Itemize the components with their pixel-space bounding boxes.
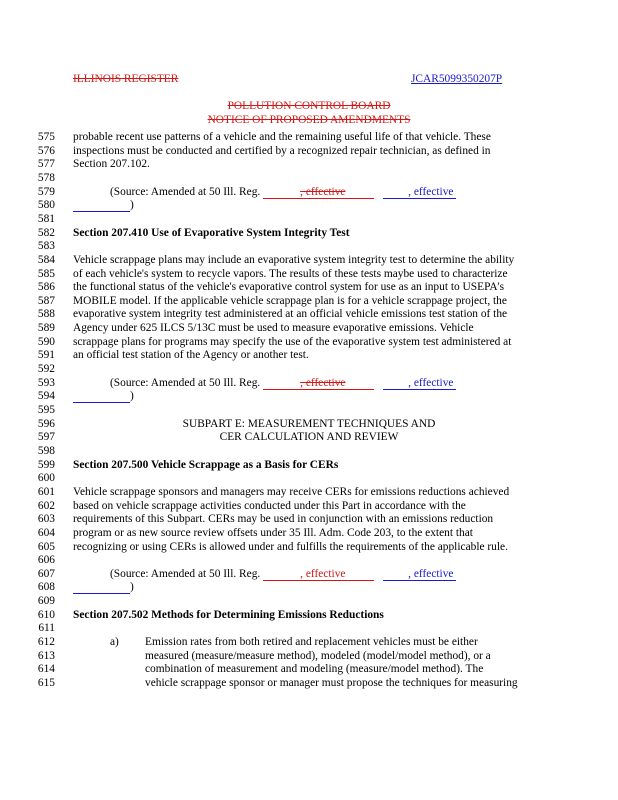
line-number: 612 bbox=[37, 636, 55, 649]
line-588 bbox=[0, 307, 618, 321]
line-603 bbox=[0, 512, 618, 526]
source-note: (Source: Amended at 50 Ill. Reg. , effective , effective bbox=[110, 567, 456, 581]
line-number: 581 bbox=[37, 212, 55, 225]
line-605 bbox=[0, 540, 618, 554]
line-585 bbox=[0, 267, 618, 281]
line-number: 607 bbox=[37, 567, 55, 580]
line-number: 582 bbox=[37, 226, 55, 239]
paragraph-text: based on vehicle scrappage activities conducted under this Part in accordance with the bbox=[73, 499, 466, 512]
line-number: 597 bbox=[37, 431, 55, 444]
paragraph-text: Vehicle scrappage plans may include an evaporative system integrity test to determine the ability bbox=[73, 253, 515, 266]
line-number: 604 bbox=[37, 526, 55, 539]
line-599 bbox=[0, 458, 618, 472]
list-item-text: measured (measure/measure method), modeled (model/model method), or a bbox=[145, 649, 491, 662]
line-595 bbox=[0, 403, 618, 417]
line-number: 590 bbox=[37, 335, 55, 348]
line-number: 577 bbox=[37, 158, 55, 171]
line-number: 603 bbox=[37, 513, 55, 526]
line-number: 608 bbox=[37, 581, 55, 594]
line-580 bbox=[0, 198, 618, 212]
line-number: 586 bbox=[37, 281, 55, 294]
line-number: 600 bbox=[37, 472, 55, 485]
line-608 bbox=[0, 580, 618, 594]
paragraph-text: evaporative system integrity test administered at an official vehicle emissions test station of the bbox=[73, 308, 508, 321]
line-number: 593 bbox=[37, 376, 55, 389]
line-589 bbox=[0, 321, 618, 335]
list-item-text: Emission rates from both retired and replacement vehicles must be either bbox=[145, 636, 478, 649]
item-label: a) bbox=[110, 636, 119, 649]
line-number: 579 bbox=[37, 185, 55, 198]
line-number: 609 bbox=[37, 595, 55, 608]
line-number: 588 bbox=[37, 308, 55, 321]
section-heading: Section 207.410 Use of Evaporative System Integrity Test bbox=[73, 226, 350, 239]
line-number: 596 bbox=[37, 417, 55, 430]
paragraph-text: the functional status of the vehicle's evaporative control system for use as an input to USEPA's bbox=[73, 281, 505, 294]
list-item-text: vehicle scrappage sponsor or manager must propose the techniques for measuring bbox=[145, 677, 518, 689]
subpart-heading: SUBPART E: MEASUREMENT TECHNIQUES AND bbox=[182, 417, 436, 430]
line-578 bbox=[0, 171, 618, 185]
line-number: 598 bbox=[37, 444, 55, 457]
line-number: 606 bbox=[37, 554, 55, 567]
line-597 bbox=[0, 430, 618, 444]
board-title: POLLUTION CONTROL BOARD bbox=[227, 100, 391, 112]
line-614 bbox=[0, 662, 618, 676]
line-575 bbox=[0, 130, 618, 144]
line-number: 583 bbox=[37, 240, 55, 253]
line-606 bbox=[0, 553, 618, 567]
source-note: (Source: Amended at 50 Ill. Reg. , effective , effective bbox=[110, 376, 456, 390]
line-604 bbox=[0, 526, 618, 540]
line-590 bbox=[0, 335, 618, 349]
line-number: 594 bbox=[37, 390, 55, 403]
line-number: 585 bbox=[37, 267, 55, 280]
line-number: 615 bbox=[37, 677, 55, 689]
line-number: 576 bbox=[37, 144, 55, 157]
line-number: 613 bbox=[37, 649, 55, 662]
line-number: 578 bbox=[37, 171, 55, 184]
line-592 bbox=[0, 362, 618, 376]
line-number: 575 bbox=[37, 131, 55, 143]
source-note-close: ) bbox=[73, 389, 134, 403]
line-582 bbox=[0, 226, 618, 240]
source-note-close: ) bbox=[73, 198, 134, 212]
line-602 bbox=[0, 499, 618, 513]
line-598 bbox=[0, 444, 618, 458]
paragraph-text: program or as new source review offsets under 35 Ill. Adm. Code 203, to the extent that bbox=[73, 526, 473, 539]
line-583 bbox=[0, 239, 618, 253]
jcar-code: JCAR5099350207P bbox=[411, 73, 503, 85]
paragraph-text: inspections must be conducted and certified by a recognized repair technician, as defined in bbox=[73, 144, 491, 157]
line-591 bbox=[0, 348, 618, 362]
line-584 bbox=[0, 253, 618, 267]
line-609 bbox=[0, 594, 618, 608]
subpart-heading: CER CALCULATION AND REVIEW bbox=[219, 431, 399, 444]
line-577 bbox=[0, 157, 618, 171]
line-586 bbox=[0, 280, 618, 294]
paragraph-text: an official test station of the Agency or another test. bbox=[73, 349, 309, 362]
line-number: 610 bbox=[37, 608, 55, 621]
line-579 bbox=[0, 185, 618, 199]
paragraph-text: requirements of this Subpart. CERs may be used in conjunction with an emissions reduction bbox=[73, 513, 494, 526]
paragraph-text: probable recent use patterns of a vehicle and the remaining useful life of that vehicle. These bbox=[73, 131, 491, 143]
paragraph-text: MOBILE model. If the applicable vehicle scrappage plan is for a vehicle scrappage project, the bbox=[73, 294, 507, 307]
line-number: 601 bbox=[37, 485, 55, 498]
paragraph-text: recognizing or using CERs is allowed under and fulfills the requirements of the applicable rule. bbox=[73, 540, 508, 553]
line-number: 605 bbox=[37, 540, 55, 553]
line-number: 587 bbox=[37, 294, 55, 307]
list-item-text: combination of measurement and modeling (measure/model method). The bbox=[145, 663, 484, 676]
line-581 bbox=[0, 212, 618, 226]
paragraph-text: scrappage plans for programs may specify the use of the evaporative system test administered at bbox=[73, 335, 512, 348]
line-number: 602 bbox=[37, 499, 55, 512]
line-number: 584 bbox=[37, 253, 55, 266]
source-note-close: ) bbox=[73, 580, 134, 594]
line-612 bbox=[0, 635, 618, 649]
line-600 bbox=[0, 471, 618, 485]
line-611 bbox=[0, 621, 618, 635]
line-594 bbox=[0, 389, 618, 403]
line-number: 611 bbox=[38, 622, 55, 635]
line-number: 589 bbox=[37, 322, 55, 335]
line-615 bbox=[0, 676, 618, 690]
line-576 bbox=[0, 144, 618, 158]
paragraph-text: Section 207.102. bbox=[73, 158, 150, 171]
line-613 bbox=[0, 649, 618, 663]
line-610 bbox=[0, 608, 618, 622]
notice-title: NOTICE OF PROPOSED AMENDMENTS bbox=[207, 114, 411, 126]
line-number: 580 bbox=[37, 199, 55, 212]
section-heading: Section 207.502 Methods for Determining Emissions Reductions bbox=[73, 608, 384, 621]
paragraph-text: Vehicle scrappage sponsors and managers may receive CERs for emissions reductions achieved bbox=[73, 485, 510, 498]
line-number: 599 bbox=[37, 458, 55, 471]
paragraph-text: of each vehicle's system to recycle vapors. The results of these tests maybe used to characterize bbox=[73, 267, 508, 280]
paragraph-text: Agency under 625 ILCS 5/13C must be used to measure evaporative emissions. Vehicle bbox=[73, 322, 474, 335]
line-601 bbox=[0, 485, 618, 499]
line-number: 591 bbox=[37, 349, 55, 362]
source-note: (Source: Amended at 50 Ill. Reg. , effective , effective bbox=[110, 185, 456, 199]
section-heading: Section 207.500 Vehicle Scrappage as a Basis for CERs bbox=[73, 458, 339, 471]
line-593 bbox=[0, 376, 618, 390]
register-title: ILLINOIS REGISTER bbox=[73, 73, 179, 85]
line-number: 614 bbox=[37, 663, 55, 676]
line-596 bbox=[0, 417, 618, 431]
line-587 bbox=[0, 294, 618, 308]
line-number: 592 bbox=[37, 363, 55, 376]
line-607 bbox=[0, 567, 618, 581]
line-number: 595 bbox=[37, 404, 55, 416]
